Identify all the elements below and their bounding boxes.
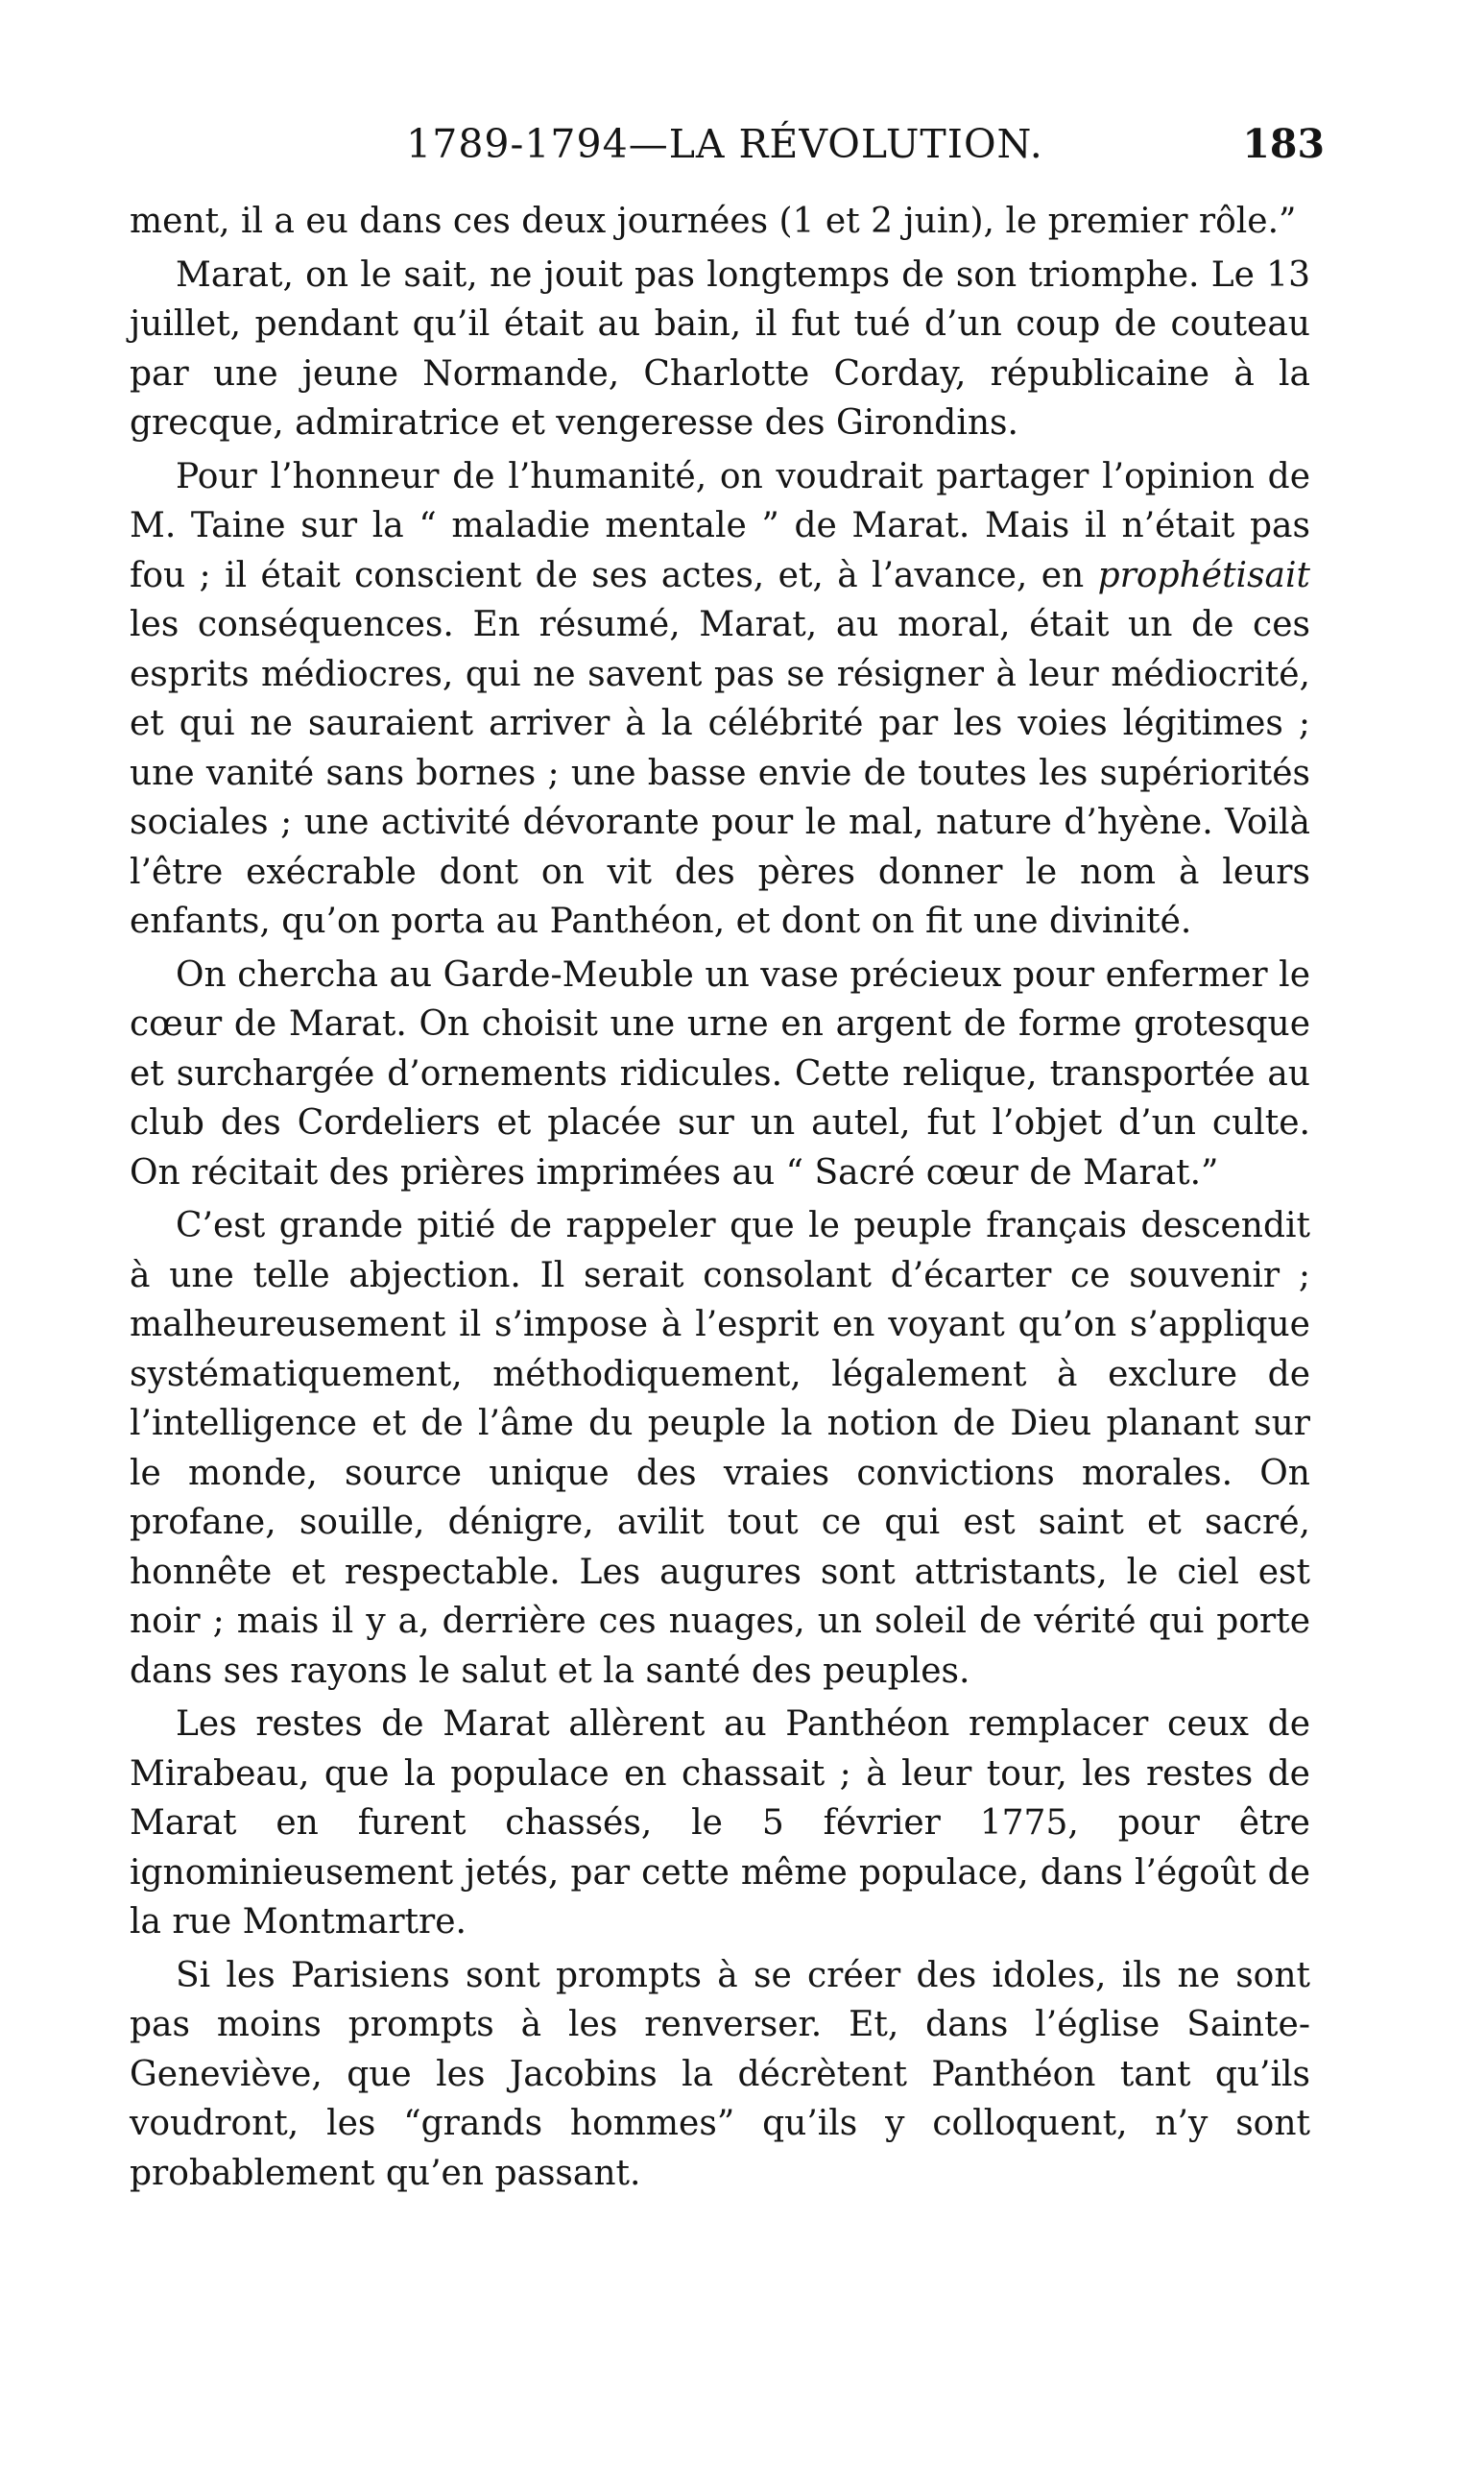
italic-word: prophétisait: [1097, 555, 1310, 595]
paragraph-text: ment, il a eu dans ces deux journées (1 et 2 juin), le premier rôle.”: [130, 202, 1297, 241]
paragraph-text: Marat, on le sait, ne jouit pas longtemps de son triomphe. Le 13 juillet, pendant qu’il était au bain, il fut tué d’un coup de couteau par une jeune Normande, Charlotte Corday, républicaine à la grecque, admiratrice et vengeresse des Girondins.: [130, 254, 1310, 443]
paragraph-sacred-heart: [130, 951, 1310, 1198]
paragraph-text: Si les Parisiens sont prompts à se créer des idoles, ils ne sont pas moins prompts à les renverser. Et, dans l’église Sainte-Geneviève, que les Jacobins la décrètent Panthéon tant qu’ils voudront, les “grands hommes” qu’ils y colloquent, n’y sont probablement qu’en passant.: [130, 1955, 1310, 2193]
page-number: 183: [1242, 121, 1325, 167]
paragraph-text: les conséquences. En résumé, Marat, au moral, était un de ces esprits médiocres, qui ne savent pas se résigner à leur médiocrité, et qui ne sauraient arriver à la célébrité par les voies légitimes ; une vanité sans bornes ; une basse envie de toutes les supériorités sociales ; une activité dévorante pour le mal, nature d’hyène. Voilà l’être exécrable dont on vit des pères donner le nom à leurs enfants, qu’on porta au Panthéon, et dont on fit une divinité.: [130, 605, 1310, 941]
paragraph-pantheon-remains: [130, 1700, 1310, 1947]
paragraph-text: Les restes de Marat allèrent au Panthéon remplacer ceux de Mirabeau, que la populace en chassait ; à leur tour, les restes de Marat en furent chassés, le 5 février 1775, pour être ignominieusement jetés, par cette même populace, dans l’égoût de la rue Montmartre.: [130, 1704, 1310, 1942]
paragraph-taine-opinion: [130, 452, 1310, 947]
running-title: 1789-1794—LA RÉVOLUTION.: [406, 121, 1043, 167]
paragraph-parisian-idols: [130, 1951, 1310, 2199]
paragraph-marat-death: [130, 251, 1310, 448]
paragraph-text: C’est grande pitié de rappeler que le peuple français descendit à une telle abjection. Il serait consolant d’écarter ce souvenir ; malheureusement il s’impose à l’esprit en voyant qu’on s’applique systématiquement, méthodiquement, légalement à exclure de l’intelligence et de l’âme du peuple la notion de Dieu planant sur le monde, source unique des vraies convictions morales. On profane, souille, dénigre, avilit tout ce qui est saint et sacré, honnête et respectable. Les augures sont attristants, le ciel est noir ; mais il y a, derrière ces nuages, un soleil de vérité qui porte dans ses rayons le salut et la santé des peuples.: [130, 1206, 1310, 1691]
paragraph-text: Pour l’honneur de l’humanité, on voudrait partager l’opinion de M. Taine sur la “ maladie mentale ” de Marat. Mais il n’était pas fou ; il était conscient de ses actes, et, à l’avance, en: [130, 456, 1310, 595]
paragraph-abjection: [130, 1201, 1310, 1696]
body-text: [130, 197, 1310, 2202]
paragraph-continuation: [130, 197, 1310, 247]
paragraph-text: On chercha au Garde-Meuble un vase précieux pour enfermer le cœur de Marat. On choisit une urne en argent de forme grotesque et surchargée d’ornements ridicules. Cette relique, transportée au club des Cordeliers et placée sur un autel, fut l’objet d’un culte. On récitait des prières imprimées au “ Sacré cœur de Marat.”: [130, 954, 1310, 1193]
page-header: [134, 115, 1325, 173]
